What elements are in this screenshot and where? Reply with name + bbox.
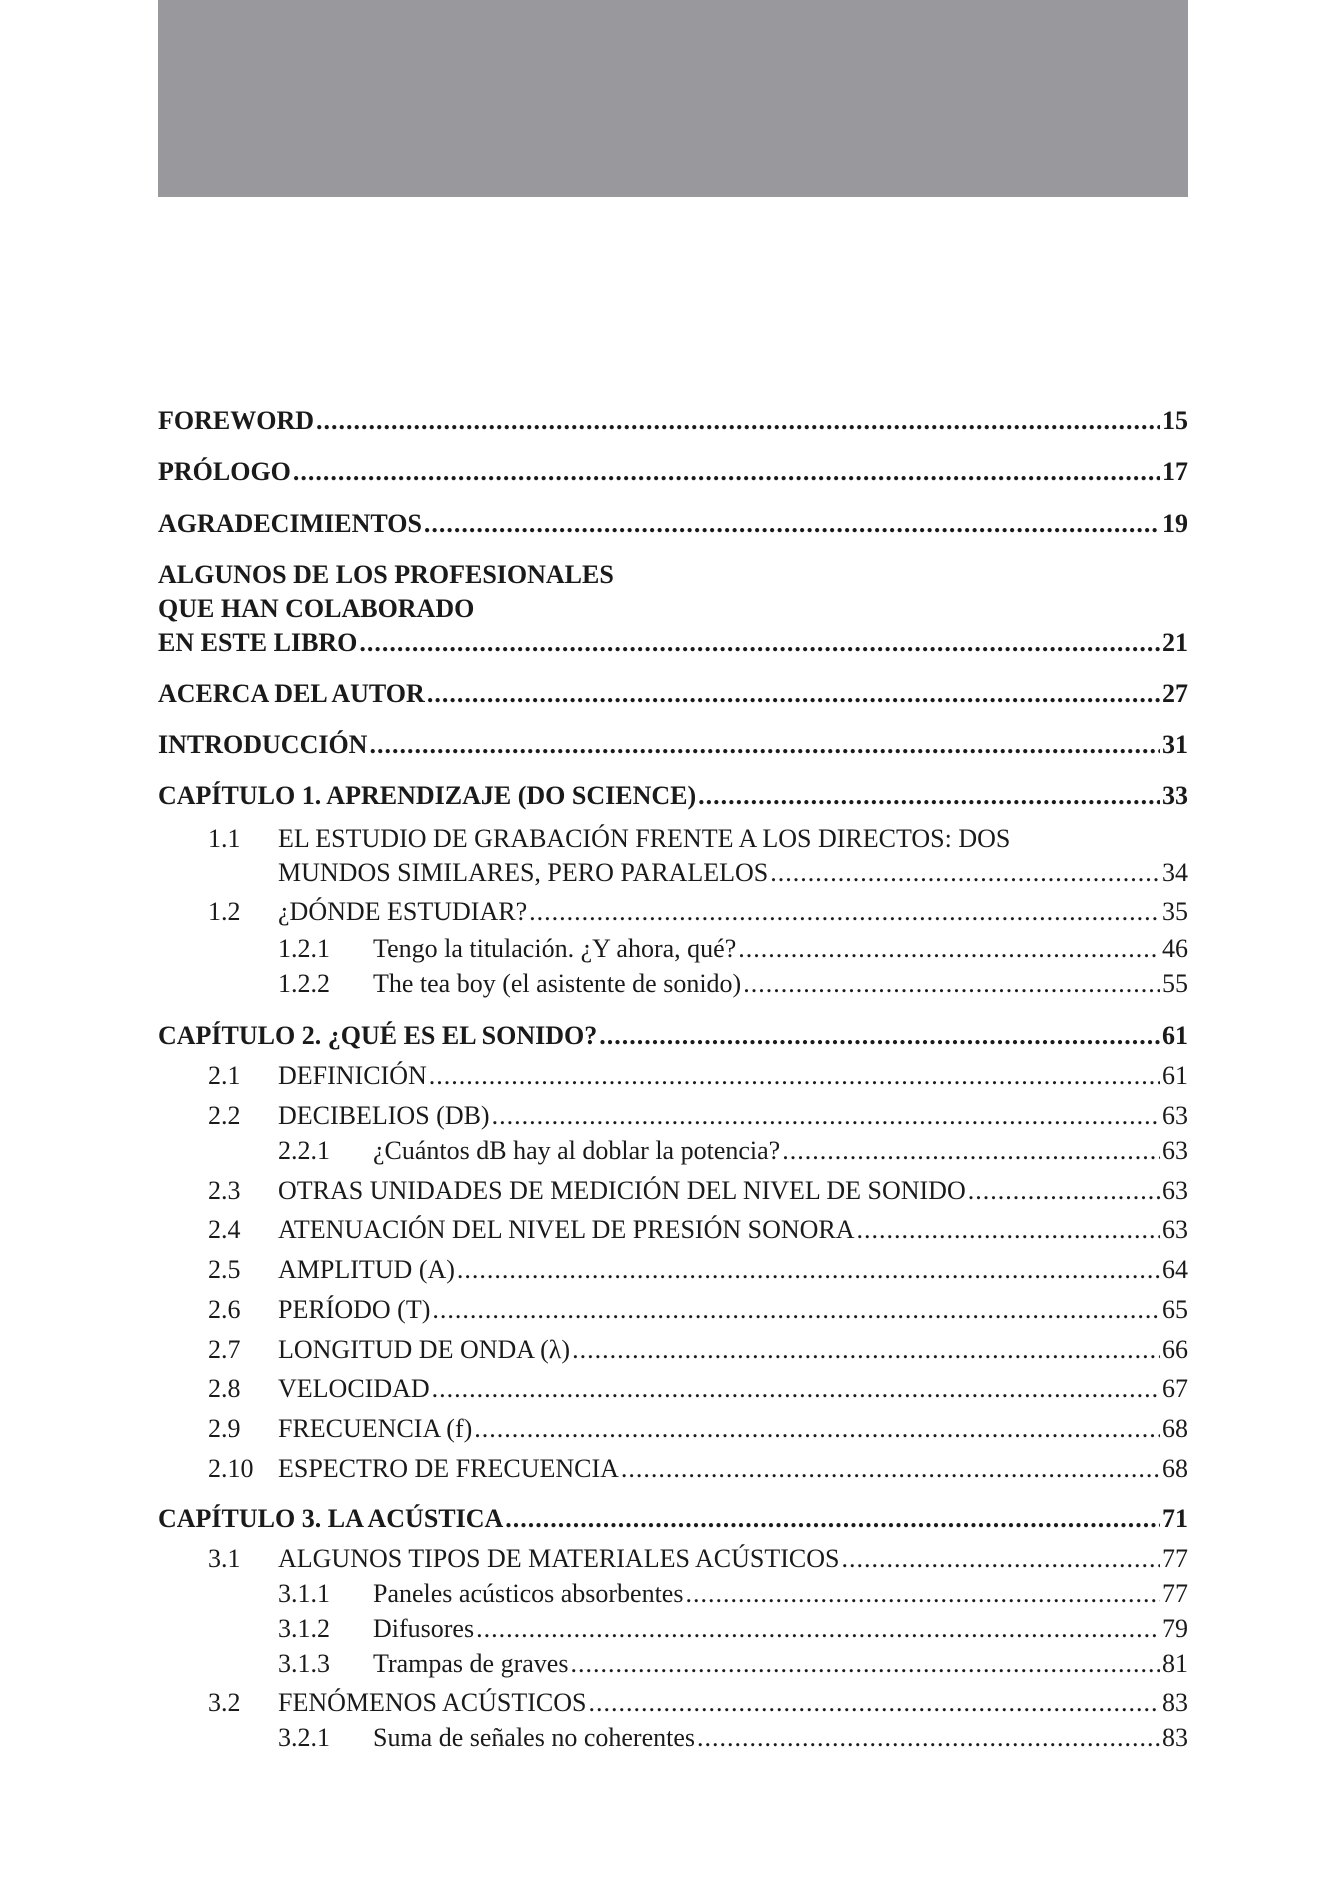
- toc-entry-title-line: EL ESTUDIO DE GRABACIÓN FRENTE A LOS DIRECTOS: DOS: [278, 824, 1011, 853]
- toc-entry-number: 2.4: [208, 1215, 241, 1244]
- toc-leader-dots: [457, 1255, 1160, 1285]
- toc-leader-dots: [432, 1374, 1160, 1404]
- toc-leader-dots: [738, 934, 1160, 964]
- toc-entry-title: Paneles acústicos absorbentes: [373, 1579, 684, 1608]
- toc-entry-line: [278, 1374, 1188, 1404]
- toc-entry-title-line: QUE HAN COLABORADO: [158, 594, 475, 623]
- toc-page-number: 63: [1162, 1136, 1188, 1165]
- toc-entry-number: 3.2: [208, 1688, 241, 1717]
- toc-entry-title: Trampas de graves: [373, 1649, 569, 1678]
- toc-entry-number: 2.10: [208, 1454, 254, 1483]
- toc-page-number: 63: [1162, 1176, 1188, 1205]
- toc-entry-line: [373, 934, 1188, 964]
- toc-entry-title: AGRADECIMIENTOS: [158, 509, 422, 538]
- toc-entry-number: 2.7: [208, 1335, 241, 1364]
- toc-entry-line: [373, 1723, 1188, 1753]
- toc-entry-line: [278, 1454, 1188, 1484]
- toc-page-number: 68: [1162, 1454, 1188, 1483]
- toc-entry-line: [278, 1255, 1188, 1285]
- toc-entry-number: 3.1.1: [278, 1579, 330, 1608]
- toc-entry-title: ACERCA DEL AUTOR: [158, 679, 425, 708]
- toc-page-number: 55: [1162, 969, 1188, 998]
- toc-entry-line: [158, 1021, 1188, 1051]
- toc-entry-number: 3.2.1: [278, 1723, 330, 1752]
- toc-page-number: 67: [1162, 1374, 1188, 1403]
- toc-leader-dots: [369, 730, 1160, 760]
- toc-entry-number: 2.5: [208, 1255, 241, 1284]
- toc-page-number: 83: [1162, 1723, 1188, 1752]
- toc-page-number: 77: [1162, 1579, 1188, 1608]
- toc-entry-line: [278, 1176, 1188, 1206]
- toc-entry-number: 3.1.3: [278, 1649, 330, 1678]
- toc-entry-title: PRÓLOGO: [158, 457, 291, 486]
- toc-leader-dots: [782, 1136, 1160, 1166]
- toc-page-number: 27: [1162, 679, 1188, 708]
- toc-entry-number: 2.8: [208, 1374, 241, 1403]
- toc-page-number: 64: [1162, 1255, 1188, 1284]
- toc-entry-line: [158, 679, 1188, 709]
- toc-leader-dots: [424, 509, 1160, 539]
- toc-page-number: 63: [1162, 1215, 1188, 1244]
- toc-entry-number: 2.6: [208, 1295, 241, 1324]
- toc-entry-line: [278, 1061, 1188, 1091]
- toc-page-number: 61: [1162, 1021, 1188, 1050]
- toc-leader-dots: [572, 1335, 1160, 1365]
- toc-page-number: 35: [1162, 897, 1188, 926]
- toc-page-number: 34: [1162, 858, 1188, 887]
- toc-leader-dots: [570, 1649, 1160, 1679]
- toc-entry-title: ALGUNOS TIPOS DE MATERIALES ACÚSTICOS: [278, 1544, 840, 1573]
- toc-entry-title: ¿Cuántos dB hay al doblar la potencia?: [373, 1136, 781, 1165]
- toc-entry-line: [373, 1649, 1188, 1679]
- toc-entry-number: 3.1.2: [278, 1614, 330, 1643]
- toc-entry-line: [158, 628, 1188, 658]
- toc-entry-number: 1.2.1: [278, 934, 330, 963]
- toc-entry-line: [373, 969, 1188, 999]
- toc-leader-dots: [621, 1454, 1160, 1484]
- toc-page-number: 33: [1162, 781, 1188, 810]
- toc-entry-number: 1.1: [208, 824, 241, 853]
- toc-leader-dots: [474, 1414, 1160, 1444]
- toc-page-number: 15: [1162, 406, 1188, 435]
- toc-leader-dots: [432, 1295, 1160, 1325]
- toc-leader-dots: [968, 1176, 1160, 1206]
- toc-leader-dots: [698, 781, 1160, 811]
- toc-entry-number: 2.9: [208, 1414, 241, 1443]
- toc-entry-line: [373, 1136, 1188, 1166]
- toc-entry-title: LONGITUD DE ONDA (λ): [278, 1335, 571, 1364]
- toc-page-number: 71: [1162, 1504, 1188, 1533]
- toc-leader-dots: [505, 1504, 1160, 1534]
- toc-entry-title: FOREWORD: [158, 406, 314, 435]
- toc-entry-title: ATENUACIÓN DEL NIVEL DE PRESIÓN SONORA: [278, 1215, 855, 1244]
- toc-entry-number: 2.2.1: [278, 1136, 330, 1165]
- toc-entry-line: [373, 1579, 1188, 1609]
- toc-page-number: 66: [1162, 1335, 1188, 1364]
- toc-entry-title: Difusores: [373, 1614, 475, 1643]
- toc-entry-title: PERÍODO (T): [278, 1295, 431, 1324]
- toc-page-number: 19: [1162, 509, 1188, 538]
- toc-page-number: 21: [1162, 628, 1188, 657]
- toc-entry-line: [278, 1335, 1188, 1365]
- toc-entry-title: CAPÍTULO 2. ¿QUÉ ES EL SONIDO?: [158, 1021, 598, 1050]
- toc-entry-line: [158, 457, 1188, 487]
- toc-entry-title: DECIBELIOS (DB): [278, 1101, 490, 1130]
- toc-entry-title: CAPÍTULO 1. APRENDIZAJE (DO SCIENCE): [158, 781, 697, 810]
- toc-leader-dots: [588, 1688, 1160, 1718]
- toc-entry-line: [278, 858, 1188, 888]
- toc-entry-line: [278, 1414, 1188, 1444]
- toc-page-number: 63: [1162, 1101, 1188, 1130]
- toc-page-number: 83: [1162, 1688, 1188, 1717]
- toc-entry-number: 2.3: [208, 1176, 241, 1205]
- toc-entry-number: 1.2: [208, 897, 241, 926]
- toc-leader-dots: [429, 1061, 1160, 1091]
- toc-entry-line: [278, 1688, 1188, 1718]
- toc-page-number: 77: [1162, 1544, 1188, 1573]
- toc-entry-title: ESPECTRO DE FRECUENCIA: [278, 1454, 619, 1483]
- toc-entry-line: [158, 781, 1188, 811]
- toc-leader-dots: [293, 457, 1160, 487]
- toc-entry-line: [158, 560, 614, 590]
- toc-leader-dots: [697, 1723, 1160, 1753]
- toc-leader-dots: [841, 1544, 1160, 1574]
- toc-entry-line: [278, 897, 1188, 927]
- toc-entry-title: EN ESTE LIBRO: [158, 628, 358, 657]
- toc-leader-dots: [359, 628, 1160, 658]
- toc-entry-title: AMPLITUD (A): [278, 1255, 455, 1284]
- toc-leader-dots: [685, 1579, 1160, 1609]
- toc-entry-title: VELOCIDAD: [278, 1374, 430, 1403]
- toc-leader-dots: [599, 1021, 1160, 1051]
- toc-entry-number: 2.2: [208, 1101, 241, 1130]
- toc-page-number: 68: [1162, 1414, 1188, 1443]
- toc-leader-dots: [427, 679, 1160, 709]
- toc-entry-title: FENÓMENOS ACÚSTICOS: [278, 1688, 587, 1717]
- toc-entry-line: [373, 1614, 1188, 1644]
- toc-entry-title-line: ALGUNOS DE LOS PROFESIONALES: [158, 560, 614, 589]
- toc-leader-dots: [743, 969, 1160, 999]
- toc-entry-number: 1.2.2: [278, 969, 330, 998]
- toc-entry-line: [158, 509, 1188, 539]
- toc-leader-dots: [476, 1614, 1160, 1644]
- toc-entry-title: CAPÍTULO 3. LA ACÚSTICA: [158, 1504, 504, 1533]
- toc-page-number: 61: [1162, 1061, 1188, 1090]
- toc-entry-title: Suma de señales no coherentes: [373, 1723, 696, 1752]
- toc-page-number: 79: [1162, 1614, 1188, 1643]
- toc-entry-line: [278, 1544, 1188, 1574]
- toc-entry-line: [278, 1295, 1188, 1325]
- toc-entry-title: OTRAS UNIDADES DE MEDICIÓN DEL NIVEL DE SONIDO: [278, 1176, 966, 1205]
- toc-page-number: 81: [1162, 1649, 1188, 1678]
- toc-leader-dots: [529, 897, 1160, 927]
- toc-entry-title: FRECUENCIA (f): [278, 1414, 473, 1443]
- toc-entry-line: [208, 824, 1011, 854]
- toc-entry-number: 2.1: [208, 1061, 241, 1090]
- toc-page-number: 46: [1162, 934, 1188, 963]
- toc-entry-line: [158, 406, 1188, 436]
- toc-entry-line: [158, 1504, 1188, 1534]
- toc-leader-dots: [316, 406, 1160, 436]
- toc-leader-dots: [857, 1215, 1160, 1245]
- toc-page-number: 17: [1162, 457, 1188, 486]
- toc-leader-dots: [770, 858, 1160, 888]
- toc-page-number: 65: [1162, 1295, 1188, 1324]
- toc-entry-line: [278, 1101, 1188, 1131]
- toc-page-number: 31: [1162, 730, 1188, 759]
- toc-entry-line: [158, 730, 1188, 760]
- toc-leader-dots: [492, 1101, 1160, 1131]
- toc-entry-title: MUNDOS SIMILARES, PERO PARALELOS: [278, 858, 769, 887]
- toc-entry-title: Tengo la titulación. ¿Y ahora, qué?: [373, 934, 737, 963]
- toc-entry-number: 3.1: [208, 1544, 241, 1573]
- toc-entry-title: ¿DÓNDE ESTUDIAR?: [278, 897, 528, 926]
- toc-entry-line: [278, 1215, 1188, 1245]
- toc-entry-title: INTRODUCCIÓN: [158, 730, 368, 759]
- toc-entry-line: [158, 594, 474, 624]
- toc-entry-title: The tea boy (el asistente de sonido): [373, 969, 742, 998]
- toc-entry-title: DEFINICIÓN: [278, 1061, 427, 1090]
